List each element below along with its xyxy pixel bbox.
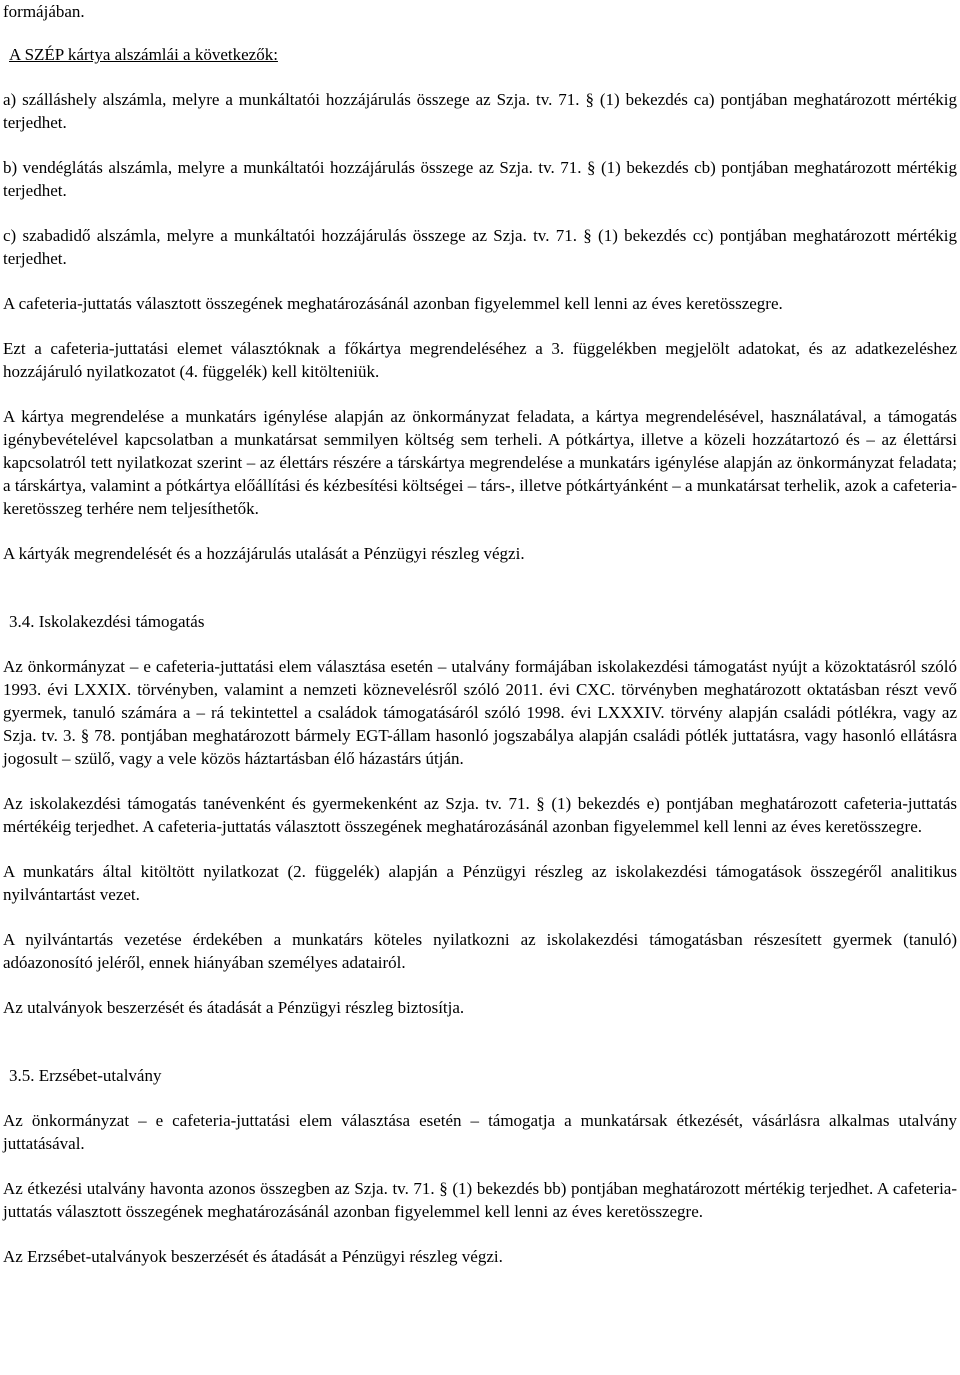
paragraph-voucher-procurement: Az utalványok beszerzését és átadását a Pénzügyi részleg biztosítja. [3, 998, 465, 1017]
paragraph-meal-voucher: Az étkezési utalvány havonta azonos összegben az Szja. tv. 71. § (1) bekezdés bb) pontjában meghatározott mértékig terjedhet. A cafeteria-juttatás választott összegének meghatározásánál azonban figyelemmel kell lenni az éves keretösszegre. [3, 1179, 957, 1221]
document-page [3, 0, 957, 1268]
paragraph-item-b: b) vendéglátás alszámla, melyre a munkáltatói hozzájárulás összege az Szja. tv. 71. § (1) bekezdés cb) pontjában meghatározott mértékig terjedhet. [3, 158, 957, 200]
section-heading-szep-subaccounts [3, 43, 957, 66]
paragraph-annual-limit: A cafeteria-juttatás választott összegének meghatározásánál azonban figyelemmel kell lenni az éves keretösszegre. [3, 294, 783, 313]
section-heading-3-4: 3.4. Iskolakezdési támogatás [9, 612, 205, 631]
paragraph-tax-id: A nyilvántartás vezetése érdekében a munkatárs köteles nyilatkozni az iskolakezdési támogatásban részesített gyermek (tanuló) adóazonosító jeléről, ennek hiányában személyes adatairól. [3, 930, 957, 972]
paragraph-erzsebet-procurement: Az Erzsébet-utalványok beszerzését és átadását a Pénzügyi részleg végzi. [3, 1247, 503, 1266]
paragraph-item-a: a) szálláshely alszámla, melyre a munkáltatói hozzájárulás összege az Szja. tv. 71. § (1) bekezdés ca) pontjában meghatározott mértékig terjedhet. [3, 90, 957, 132]
paragraph-item-c: c) szabadidő alszámla, melyre a munkáltatói hozzájárulás összege az Szja. tv. 71. § (1) bekezdés cc) pontjában meghatározott mértékig terjedhet. [3, 226, 957, 268]
paragraph-card-order-costs: A kártya megrendelése a munkatárs igénylése alapján az önkormányzat feladata, a kártya megrendelésével, használatával, a támogatás igénybevételével kapcsolatban a munkatársat semmilyen költség sem terheli. A pótkártya, illetve a közeli hozzátartozó és – az élettársi kapcsolatról tett nyilatkozat szerint – az élettárs részére a társkártya megrendelése a munkatárs igénylése alapján az önkormányzat feladata; a társkártya, valamint a pótkártya előállítási és kézbesítési költségei – társ-, illetve pótkártyánként – a munkatársat terhelik, azok a cafeteria-keretösszeg terhére nem teljesíthetők. [3, 407, 957, 518]
paragraph-school-support-limit: Az iskolakezdési támogatás tanévenként és gyermekenként az Szja. tv. 71. § (1) bekezdés e) pontjában meghatározott cafeteria-juttatás mértékéig terjedhet. A cafeteria-juttatás választott összegének meghatározásánál azonban figyelemmel kell lenni az éves keretösszegre. [3, 794, 957, 836]
paragraph-continuation: formájában. [3, 2, 85, 21]
paragraph-school-support: Az önkormányzat – e cafeteria-juttatási elem választása esetén – utalvány formájában iskolakezdési támogatást nyújt a közoktatásról szóló 1993. évi LXXIX. törvényben, valamint a nemzeti köznevelésről szóló 2011. évi CXC. törvényben meghatározott oktatásban részt vevő gyermek, tanuló számára a – rá tekintettel a családok támogatásáról szóló 1998. évi LXXXIV. törvény alapján családi pótlékra, vagy az Szja. tv. 3. § 78. pontjában meghatározott bármely EGT-állam hasonló jogszabálya alapján családi pótlék juttatásra, vagy hasonló ellátásra jogosult – szülő, vagy a vele közös háztartásban élő házastárs útján. [3, 657, 957, 768]
section-heading-3-5: 3.5. Erzsébet-utalvány [9, 1066, 162, 1085]
paragraph-school-support-register: A munkatárs által kitöltött nyilatkozat (2. függelék) alapján a Pénzügyi részleg az iskolakezdési támogatások összegéről analitikus nyilvántartást vezet. [3, 862, 957, 904]
heading-text: A SZÉP kártya alszámlái a következők: [9, 45, 278, 64]
paragraph-main-card-order: Ezt a cafeteria-juttatási elemet választóknak a főkártya megrendeléséhez a 3. függelékben megjelölt adatokat, és az adatkezeléshez hozzájáruló nyilatkozatot (4. függelék) kell kitölteniük. [3, 339, 957, 381]
paragraph-card-finance: A kártyák megrendelését és a hozzájárulás utalását a Pénzügyi részleg végzi. [3, 544, 525, 563]
paragraph-erzsebet-support: Az önkormányzat – e cafeteria-juttatási elem választása esetén – támogatja a munkatársak étkezését, vásárlásra alkalmas utalvány juttatásával. [3, 1111, 957, 1153]
